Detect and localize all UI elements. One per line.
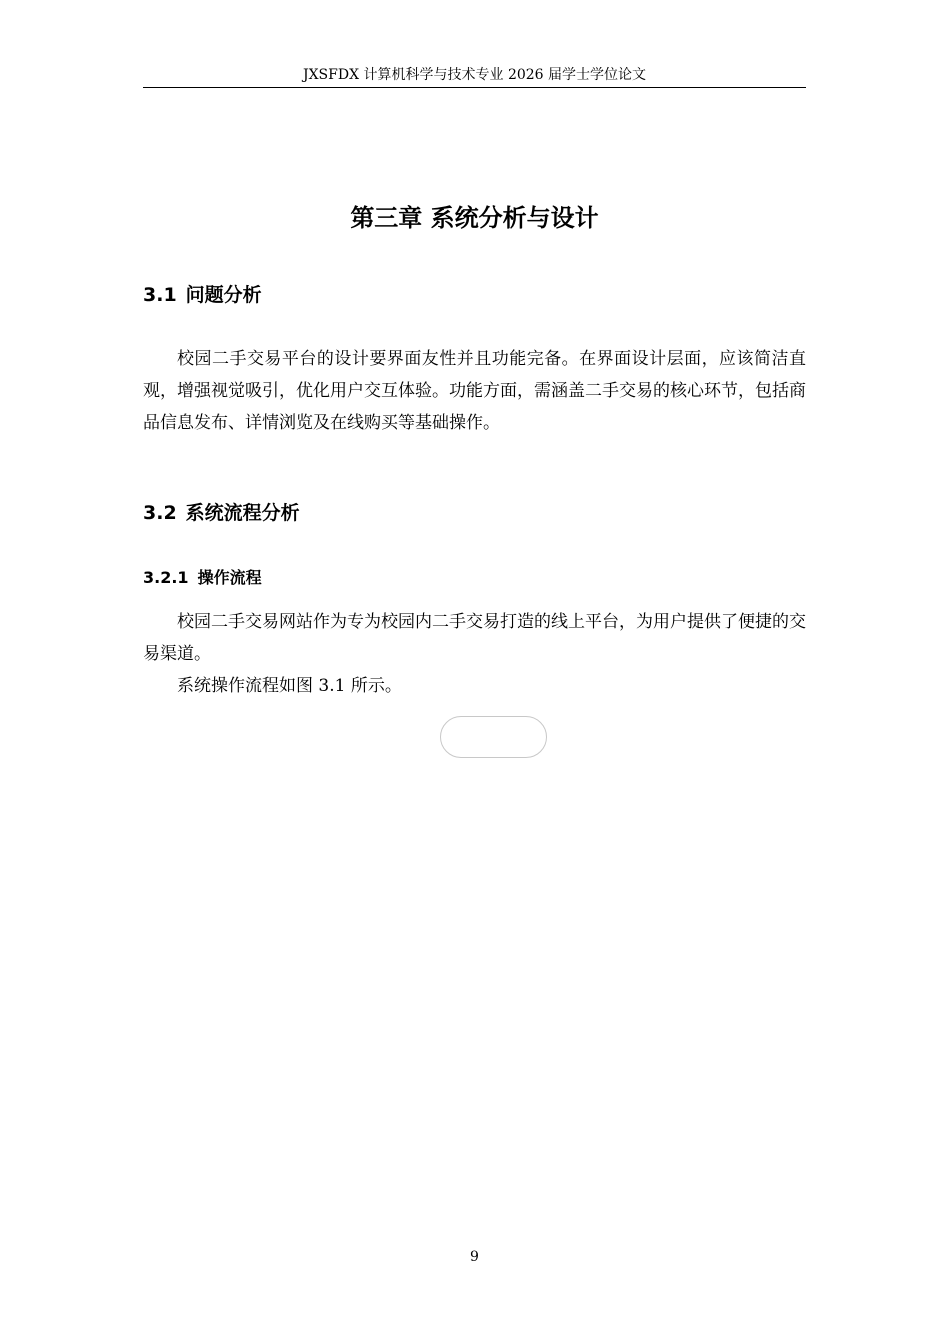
header-rule	[143, 87, 806, 88]
subsection-heading-3-2-1	[143, 566, 262, 590]
subsection-title: 操作流程	[197, 568, 262, 587]
subsection-number: 3.2.1	[143, 568, 189, 587]
page-number: 9	[470, 1249, 479, 1265]
section-heading-3-2	[143, 499, 300, 527]
section-heading-3-1	[143, 281, 262, 309]
paragraph-figure-reference: 系统操作流程如图 3.1 所示。	[177, 676, 402, 696]
section-title: 系统流程分析	[185, 502, 300, 524]
paragraph-problem-analysis: 校园二手交易平台的设计要界面友性并且功能完备。在界面设计层面，应该简洁直观，增强视觉吸引，优化用户交互体验。功能方面，需涵盖二手交易的核心环节，包括商品信息发布、详情浏览及在线购买等基础操作。	[143, 349, 806, 433]
section-number: 3.2	[143, 502, 177, 524]
paragraph-operation-flow: 校园二手交易网站作为专为校园内二手交易打造的线上平台，为用户提供了便捷的交易渠道。	[143, 612, 806, 664]
running-header: JXSFDX 计算机科学与技术专业 2026 届学士学位论文	[302, 67, 647, 83]
flowchart-start-node	[440, 716, 547, 758]
section-title: 问题分析	[185, 284, 262, 306]
chapter-title: 第三章 系统分析与设计	[350, 204, 599, 232]
section-number: 3.1	[143, 284, 177, 306]
